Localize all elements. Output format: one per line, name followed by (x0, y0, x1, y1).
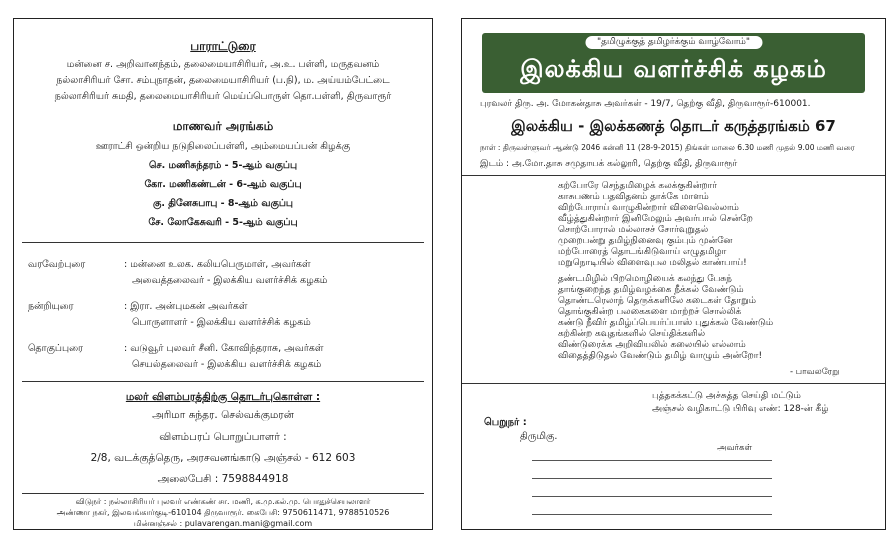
role-name-thanks: : இரா. அன்புமகன் அவர்கள் (124, 301, 248, 312)
recipient-title: திருமிகு. (520, 431, 558, 442)
ad-contact-name: அரிமா சுந்தர. செல்வக்குமரன் (152, 409, 294, 421)
address-line (532, 514, 772, 515)
poem-line: தொண்டரெலாந் தெருக்களிலே கடைகள் தோறும் (558, 296, 756, 306)
footer-address: அண்ணா நகர், இலவங்கார்குடி-610104 திருவாரூர். கைபேசி: 9750611471, 9788510526 (56, 508, 390, 517)
slogan: "தமிழுக்குத் தமிழர்க்கும் வாழ்வோம்" (584, 35, 763, 50)
role-name-compere: : வடுவூர் புலவர் சீனி. கோவிந்தராசு, அவர்கள் (124, 343, 324, 354)
title-banner (482, 33, 865, 93)
role-name-welcome: : மன்னை உலக. கலியபெருமாள், அவர்கள் (124, 259, 311, 270)
president-line: புரவலர் திரு. அ. மோகன்தாசு அவர்கள் - 19/7, தெற்கு வீதி, திருவாரூர்-610001. (480, 99, 811, 109)
divider (22, 493, 424, 494)
venue-line: இடம் : அ.மோ.தாசு சமுதாயக் கல்லூரி, தெற்கு வீதி, திருவாரூர் (480, 159, 738, 169)
role-title-thanks: பொருளாளர் - இலக்கிய வளர்ச்சிக் கழகம் (132, 317, 311, 328)
student-item: செ. மணிசுந்தரம் - 5-ஆம் வகுப்பு (148, 160, 298, 171)
poem-line: கற்கின்ற கவுதங்களில் செய்திக்களில் (558, 329, 706, 339)
appreciation-line: மன்னை ச. அறிவானந்தம், தலைமையாசிரியர், அ.உ. பள்ளி, மருதவனம் (66, 59, 380, 70)
divider (22, 381, 424, 382)
left-panel (13, 18, 433, 530)
poem-stanza-1 (558, 181, 753, 269)
school-line: ஊராட்சி ஒன்றிய நடுநிலைப்பள்ளி, அம்மையப்பன் கிழக்கு (95, 141, 351, 152)
poem-line: சொற்போரால் மல்லாசச் சோர்வுறுதல் (558, 225, 709, 235)
poem-line: தண்டமிழில் பிறமொழியைக் கலந்து பேசுந் (558, 274, 732, 284)
poem-line: விற்போராய் வாழுகின்றார் விளைவெல்லாம் (558, 203, 739, 213)
poem-author: - பாவலரேறு (790, 367, 840, 377)
poem-line: முறைபன்று தமிழ்நினைவு கும்பும் முன்னே (558, 236, 733, 246)
role-title-welcome: அவைத்தலைவர் - இலக்கிய வளர்ச்சிக் கழகம் (132, 275, 328, 286)
poem-line: மற்போரைத் தொடங்கிடுவாய் எழுதமிழா (558, 247, 727, 257)
poem-line: காசுபணம் பதவிதனம் தாக்கே மாளம் (558, 192, 709, 202)
student-item: கு. தினேசுபாபு - 8-ஆம் வகுப்பு (152, 198, 294, 209)
footer-sender: விடுநர் : நல்லாசிரியர் புலவர் எண்கண் சா. மணி, க.மு.கல்.மு. பொதுச்செயலாளர் (75, 497, 371, 506)
poem-line: வீழ்த்துகின்றார் இனிமேலும் அவர்பால் சென்றே (558, 214, 753, 224)
role-label-compere: தொகுப்புரை (28, 343, 83, 354)
date-line: நாள் : திருவள்ளுவர் ஆண்டு 2046 கன்னி 11 (28-9-2015) திங்கள் மாலை 6.30 மணி முதல் 9.00 மணி வரை (480, 143, 855, 152)
poem-line: கற்போரே செந்தமிழைக் கலக்குகின்றார் (558, 181, 717, 191)
role-label-thanks: நன்றியுரை (28, 301, 74, 312)
org-title: இலக்கிய வளர்ச்சிக் கழகம் (520, 55, 827, 83)
appreciation-title: பாராட்டுரை (190, 39, 256, 53)
address-line (532, 496, 772, 497)
role-title-compere: செயல்தலைவர் - இலக்கிய வளர்ச்சிக் கழகம் (132, 359, 322, 370)
recipient-label: பெறுநர் : (484, 417, 527, 428)
address-line (532, 460, 772, 461)
role-label-welcome: வரவேற்புரை (28, 259, 86, 270)
divider (462, 175, 885, 176)
appreciation-line: நல்லாசிரியர் சுமதி, தலைமையாசிரியர் மெய்ப்பொருள் தொ.பள்ளி, திருவாரூர் (54, 91, 392, 102)
post-note-1: புத்தகக்கட்டு அச்சுத்த செய்தி மட்டும் (652, 391, 801, 401)
student-item: கோ. மணிகண்டன் - 6-ஆம் வகுப்பு (144, 179, 302, 190)
student-item: சே. லோகேசுவரி - 5-ஆம் வகுப்பு (148, 217, 298, 228)
post-note-2: அஞ்சல் வழிகாட்டு பிரிவு எண்: 128-ன் கீழ் (652, 404, 829, 414)
poem-line: தாங்குறைந்த தமிழ்வழக்கை நீக்கல் வேண்டும் (558, 285, 744, 295)
ad-phone: அலைபேசி : 7598844918 (157, 473, 289, 485)
footer-email: மின்னஞ்சல் : pulavarengan.mani@gmail.com (133, 519, 313, 528)
student-title: மாணவர் அரங்கம் (172, 119, 274, 133)
poem-line: தொங்குகின்ற பலகைகளை மாற்றச் சொல்லிக் (558, 307, 742, 317)
poem-line: விண்டுரைக்க அறிவியலில் கலையில் எல்லாம் (558, 340, 746, 350)
poem-line: விதைத்திடுதல் வேண்டும் தமிழ் வாழும் அன்றோ! (558, 351, 763, 361)
appreciation-line: நல்லாசிரியர் சோ. சம்புநாதன், தலைமையாசிரியர் (ப.நி), ம. அய்யம்பேட்டை (56, 75, 390, 86)
event-title: இலக்கிய - இலக்கணத் தொடர் கருத்தரங்கம் 67 (511, 117, 836, 135)
ad-contact-title: மலர் விளம்பரத்திற்கு தொடர்புகொள்ள : (125, 391, 321, 403)
address-line (532, 478, 772, 479)
poem-line: மறுநொடியில் விளைவுபல மலிதல் காண்பாய்! (558, 258, 747, 268)
ad-address: 2/8, வடக்குத்தெரு, அரசவனங்காடு அஞ்சல் - 612 603 (90, 452, 356, 464)
recipient-suffix: அவர்கள் (717, 443, 753, 453)
divider (22, 242, 424, 243)
right-panel (461, 18, 886, 530)
ad-address-title: விளம்பரப் பொறுப்பாளர் : (159, 431, 287, 443)
divider (462, 383, 885, 384)
poem-line: கண்டு நீவிர் தமிழ்ப்பெயர்ப்பாஸ் புதுக்கல் வேண்டும் (558, 318, 774, 328)
poem-stanza-2 (558, 274, 773, 362)
